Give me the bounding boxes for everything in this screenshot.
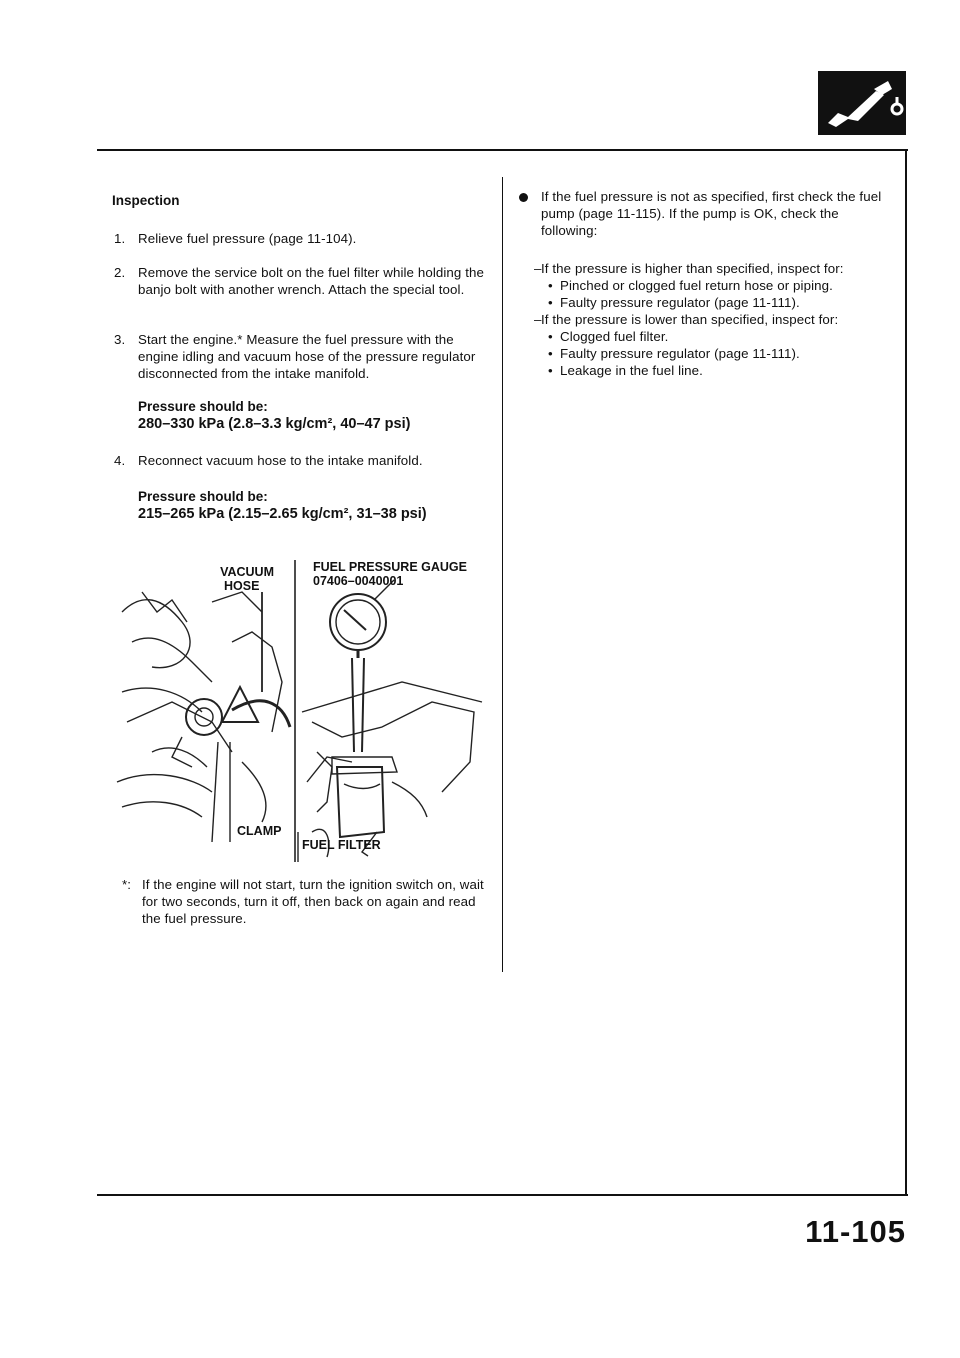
lower-item-2: Faulty pressure regulator (page 11-111). [560, 346, 800, 361]
step-4 [112, 452, 492, 469]
step-3 [112, 331, 492, 382]
step-text: Relieve fuel pressure (page 11-104). [138, 231, 357, 246]
page-border-top [97, 149, 908, 151]
step-1 [112, 230, 492, 247]
step-text: Start the engine.* Measure the fuel pressure with the engine idling and vacuum hose of the pressure regulator disconnected from the intake manifold. [138, 332, 476, 381]
fuel-pump-nozzle-icon [818, 71, 906, 135]
footnote-mark: *: [122, 877, 132, 892]
step-number: 1. [114, 231, 126, 246]
lower-lead: If the pressure is lower than specified, inspect for: [541, 312, 839, 327]
spec-2-label: Pressure should be: [138, 489, 268, 504]
engine-illustration [112, 552, 490, 872]
step-2 [112, 264, 492, 298]
section-heading: Inspection [112, 193, 180, 208]
higher-lead: If the pressure is higher than specified, inspect for: [541, 261, 844, 276]
footnote [112, 876, 490, 927]
fuel-pressure-test-illustration [112, 552, 490, 872]
sub-bullet: • [548, 278, 553, 293]
page-border-bottom [97, 1194, 908, 1196]
sub-bullet: • [548, 346, 553, 361]
sub-bullet: • [548, 295, 553, 310]
spec-1-value: 280–330 kPa (2.8–3.3 kg/cm², 40–47 psi) [138, 416, 411, 432]
page-number: 11-105 [805, 1214, 906, 1249]
right-intro: If the fuel pressure is not as specified, first check the fuel pump (page 11-115). If the pump is OK, check the following: [541, 189, 882, 238]
higher-item-1: Pinched or clogged fuel return hose or piping. [560, 278, 833, 293]
column-divider [502, 177, 503, 972]
footnote-text: If the engine will not start, turn the ignition switch on, wait for two seconds, turn it off, then back on again and read the fuel pressure. [142, 877, 484, 926]
dash-marker: – [534, 261, 542, 276]
step-text: Reconnect vacuum hose to the intake manifold. [138, 453, 423, 468]
step-text: Remove the service bolt on the fuel filter while holding the banjo bolt with another wrench. Attach the special tool. [138, 265, 484, 297]
sub-bullet: • [548, 329, 553, 344]
vacuum-hose-label: VACUUM HOSE [220, 565, 274, 593]
fuel-pressure-gauge-label: FUEL PRESSURE GAUGE 07406–0040001 [313, 560, 467, 588]
step-number: 3. [114, 332, 126, 347]
sub-bullet: • [548, 363, 553, 378]
lower-item-1: Clogged fuel filter. [560, 329, 669, 344]
spec-2-value: 215–265 kPa (2.15–2.65 kg/cm², 31–38 psi) [138, 506, 427, 522]
step-number: 4. [114, 453, 126, 468]
clamp-label: CLAMP [237, 824, 282, 838]
dash-marker: – [534, 312, 542, 327]
fuel-filter-label: FUEL FILTER [302, 838, 381, 852]
lower-item-3: Leakage in the fuel line. [560, 363, 703, 378]
spec-1-label: Pressure should be: [138, 399, 268, 414]
higher-item-2: Faulty pressure regulator (page 11-111). [560, 295, 800, 310]
bullet-icon [519, 193, 528, 202]
step-number: 2. [114, 265, 126, 280]
